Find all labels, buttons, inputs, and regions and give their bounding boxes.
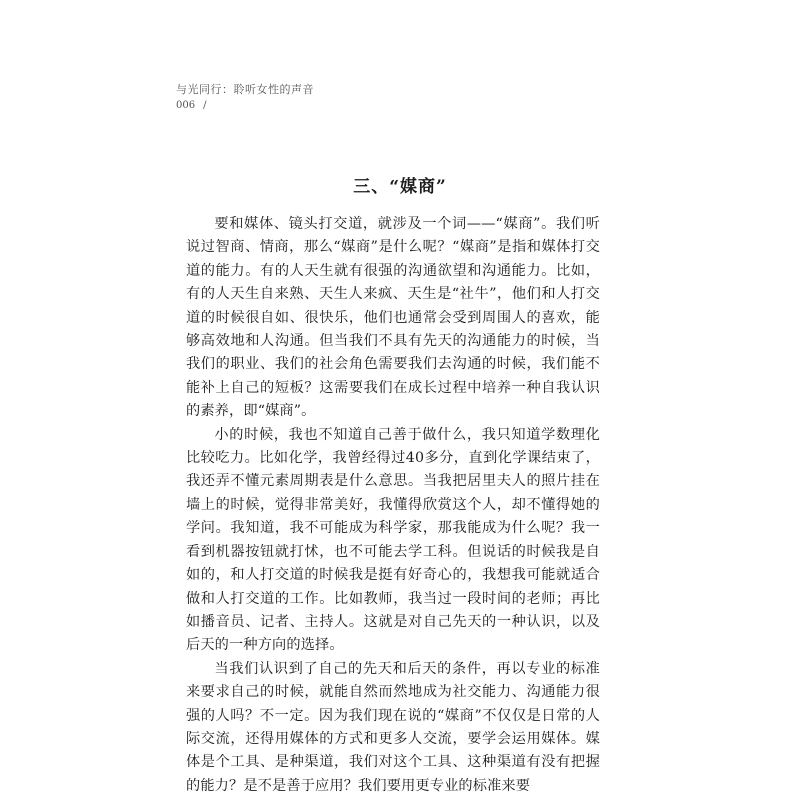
paragraph-1: 要和媒体、镜头打交道，就涉及一个词——“媒商”。我们听说过智商、情商，那么“媒商”是什么呢？“媒商”是指和媒体打交道的能力。有的人天生就有很强的沟通欲望和沟通能力。比如，有的人天生自来熟、天生人来疯、天生是“社牛”，他们和人打交道的时候很自如、很快乐，他们也通常会受到周围人的喜欢，能够高效地和人沟通。但当我们不具有先天的沟通能力的时候，当我们的职业、我们的社会角色需要我们去沟通的时候，我们能不能补上自己的短板？这需要我们在成长过程中培养一种自我认识的素养，即“媒商”。 — [186, 216, 600, 420]
page-number-slash: / — [203, 100, 207, 111]
running-head-title: 与光同行：聆听女性的声音 — [176, 83, 314, 96]
body-text — [186, 213, 600, 798]
paragraph-3: 当我们认识到了自己的先天和后天的条件，再以专业的标准来要求自己的时候，就能自然而然地成为社交能力、沟通能力很强的人吗？不一定。因为我们现在说的“媒商”不仅仅是日常的人际交流，还得用媒体的方式和更多人交流，要学会运用媒体。媒体是个工具、是种渠道，我们对这个工具、这种渠道有没有把握的能力？是不是善于应用？我们要用更专业的标准来要 — [186, 660, 600, 794]
paragraph-2: 小的时候，我也不知道自己善于做什么，我只知道学数理化比较吃力。比如化学，我曾经得过40多分，直到化学课结束了，我还弄不懂元素周期表是什么意思。当我把居里夫人的照片挂在墙上的时候，觉得非常美好，我懂得欣赏这个人，却不懂得她的学问。我知道，我不可能成为科学家，那我能成为什么呢？我一看到机器按钮就打怵，也不可能去学工科。但说话的时候我是自如的，和人打交道的时候我是挺有好奇心的，我想我可能就适合做和人打交道的工作。比如教师，我当过一段时间的老师；再比如播音员、记者、主持人。这就是对自己先天的一种认识，以及后天的一种方向的选择。 — [186, 426, 600, 654]
page-number: 006 — [176, 100, 196, 111]
page-number-row — [176, 99, 206, 113]
section-title: 三、“媒商” — [353, 177, 447, 197]
